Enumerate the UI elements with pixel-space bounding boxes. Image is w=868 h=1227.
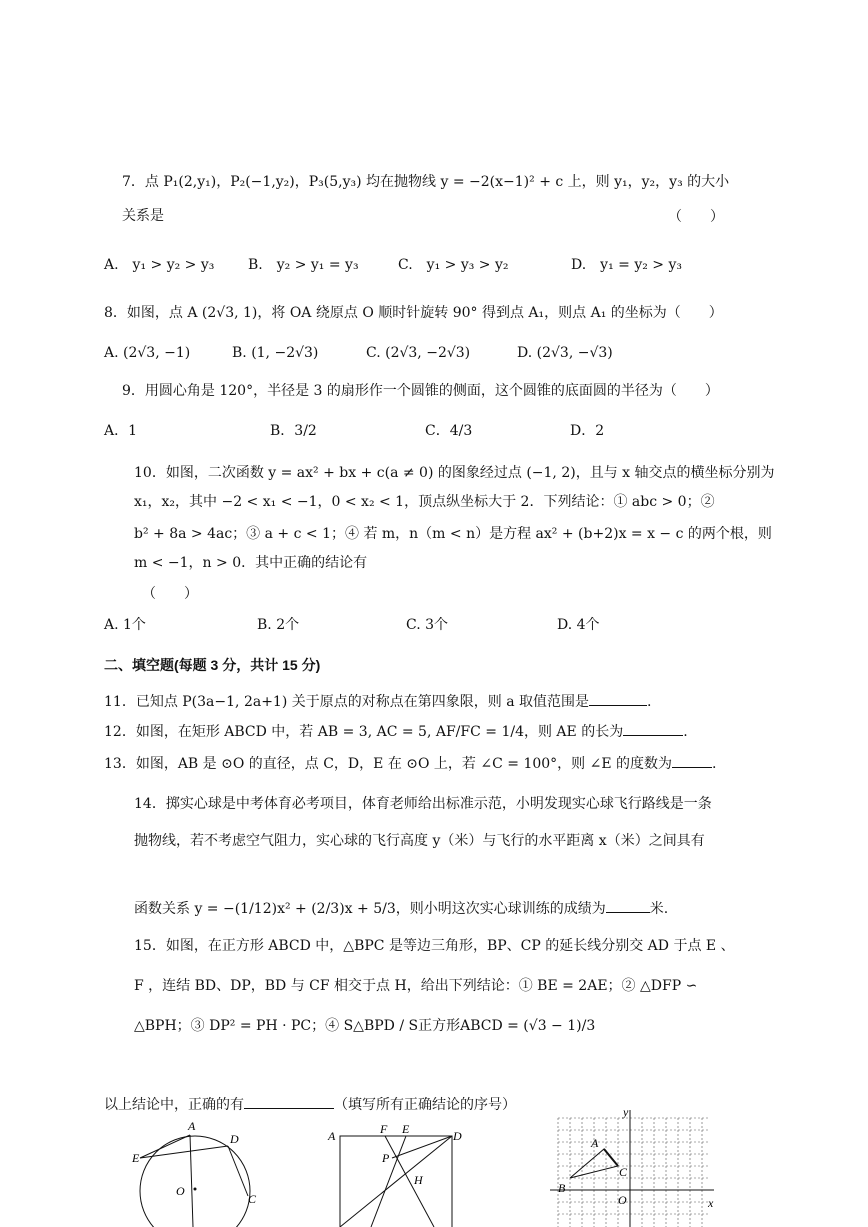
center-point (194, 1188, 197, 1191)
q7-option-c[interactable]: C. y₁ > y₃ > y₂ (398, 257, 509, 273)
q7-option-a[interactable]: A. y₁ > y₂ > y₃ (104, 257, 215, 273)
q10-option-c[interactable]: C. 3个 (406, 617, 449, 633)
circle-o (140, 1136, 250, 1227)
q8-option-a[interactable]: A. (2√3, −1) (104, 345, 191, 361)
q15-hint: （填写所有正确结论的序号） (334, 1097, 516, 1113)
q14-unit: 米. (649, 901, 669, 917)
line-pd (392, 1136, 452, 1158)
q15-line2: F ，连结 BD、DP，BD 与 CF 相交于点 H，给出下列结论：① BE = 2AE；② △DFP ∽ (134, 978, 698, 994)
label-b: B (558, 1181, 566, 1195)
q11-line: 11．已知点 P(3a−1, 2a+1) 关于原点的对称点在第四象限，则 a 取值范围是 . (104, 691, 651, 712)
q10-answer-paren: （ ） (142, 586, 198, 602)
q13-line: 13．如图，AB 是 ⊙O 的直径，点 C，D，E 在 ⊙O 上，若 ∠C = 100°，则 ∠E 的度数为 . (104, 753, 716, 774)
label-h: H (414, 1173, 423, 1187)
label-p: P (382, 1151, 390, 1165)
label-c: C (619, 1165, 628, 1179)
q15-line3: △BPH；③ DP² = PH · PC；④ S△BPD / S正方形ABCD = (√3 − 1)/3 (134, 1018, 596, 1034)
q11-text: 11．已知点 P(3a−1, 2a+1) 关于原点的对称点在第四象限，则 a 取值范围是 (104, 694, 589, 710)
q10-line2: x₁，x₂，其中 −2 < x₁ < −1，0 < x₂ < 1，顶点纵坐标大于 2．下列结论：① abc > 0；② (134, 494, 715, 510)
line-fc (385, 1136, 434, 1227)
label-y: y (623, 1105, 629, 1119)
q14-answer-blank[interactable] (606, 898, 650, 913)
q13-answer-blank[interactable] (672, 753, 712, 768)
q10-option-b[interactable]: B. 2个 (257, 617, 300, 633)
q10-option-a[interactable]: A. 1个 (104, 617, 146, 633)
q7-answer-paren: （ ） (668, 209, 724, 225)
label-a: A (328, 1129, 336, 1143)
q10-line4: m < −1，n > 0．其中正确的结论有 (134, 555, 368, 571)
q15-text: 以上结论中，正确的有 (104, 1097, 244, 1113)
q11-answer-blank[interactable] (589, 691, 647, 706)
q8-option-d[interactable]: D. (2√3, −√3) (517, 345, 613, 361)
q14-line1: 14．掷实心球是中考体育必考项目，体育老师给出标准示范，小明发现实心球飞行路线是一条 (134, 796, 712, 812)
q7-line2: 关系是 (122, 208, 164, 224)
q9-line1: 9．用圆心角是 120°，半径是 3 的扇形作一个圆锥的侧面，这个圆锥的底面圆的半径为（ ） (122, 383, 719, 399)
q9-option-a[interactable]: A．1 (104, 423, 138, 439)
grid-figure (548, 1104, 718, 1227)
label-a: A (188, 1119, 196, 1133)
q9-option-c[interactable]: C．4/3 (425, 423, 473, 439)
q14-text: 函数关系 y = −(1/12)x² + (2/3)x + 5/3，则小明这次实心球训练的成绩为 (134, 901, 606, 917)
q14-line3 (134, 898, 668, 919)
q10-line3: b² + 8a > 4ac；③ a + c < 1；④ 若 m，n（m < n）是方程 ax² + (b+2)x = x − c 的两个根，则 (134, 526, 772, 542)
circle-figure (130, 1118, 280, 1227)
q12-line: 12．如图，在矩形 ABCD 中，若 AB = 3, AC = 5, AF/FC = 1/4，则 AE 的长为 . (104, 721, 688, 742)
label-x: x (708, 1196, 714, 1210)
label-e: E (402, 1122, 410, 1136)
q8-line1: 8．如图，点 A (2√3, 1)，将 OA 绕原点 O 顺时针旋转 90° 得到点 A₁，则点 A₁ 的坐标为（ ） (104, 305, 723, 321)
label-e: E (132, 1151, 140, 1165)
q7-option-b[interactable]: B. y₂ > y₁ = y₃ (248, 257, 359, 273)
label-a: A (591, 1136, 599, 1150)
q15-answer-blank[interactable] (244, 1094, 334, 1109)
line-eb (371, 1136, 406, 1227)
q13-text: 13．如图，AB 是 ⊙O 的直径，点 C，D，E 在 ⊙O 上，若 ∠C = 100°，则 ∠E 的度数为 (104, 756, 673, 772)
q14-line2: 抛物线，若不考虑空气阻力，实心球的飞行高度 y（米）与飞行的水平距离 x（米）之间具有 (134, 833, 705, 849)
square-figure (326, 1120, 466, 1227)
q15-line4 (104, 1094, 516, 1115)
label-o: O (176, 1184, 185, 1198)
q7-option-d[interactable]: D. y₁ = y₂ > y₃ (571, 257, 683, 273)
q8-option-b[interactable]: B. (1, −2√3) (232, 345, 319, 361)
q10-line1: 10．如图，二次函数 y = ax² + bx + c(a ≠ 0) 的图象经过点 (−1, 2)，且与 x 轴交点的横坐标分别为 (134, 465, 775, 481)
label-d: D (453, 1129, 462, 1143)
q7-line1: 7．点 P₁(2,y₁)，P₂(−1,y₂)，P₃(5,y₃) 均在抛物线 y = −2(x−1)² + c 上，则 y₁，y₂，y₃ 的大小 (122, 174, 730, 190)
chord-dc (228, 1146, 248, 1196)
q12-answer-blank[interactable] (623, 721, 683, 736)
label-d: D (230, 1132, 239, 1146)
label-f: F (380, 1122, 388, 1136)
q15-line1: 15．如图，在正方形 ABCD 中，△BPC 是等边三角形，BP、CP 的延长线分别交 AD 于点 E 、 (134, 938, 735, 954)
q12-text: 12．如图，在矩形 ABCD 中，若 AB = 3, AC = 5, AF/FC = 1/4，则 AE 的长为 (104, 724, 624, 740)
q10-option-d[interactable]: D. 4个 (557, 617, 600, 633)
q9-option-d[interactable]: D．2 (570, 423, 605, 439)
diameter-ab (190, 1135, 193, 1227)
q8-option-c[interactable]: C. (2√3, −2√3) (366, 345, 471, 361)
diagonal-bd (340, 1136, 452, 1227)
label-o: O (618, 1193, 627, 1207)
q9-option-b[interactable]: B．3/2 (270, 423, 317, 439)
section-heading: 二、填空题(每题 3 分，共计 15 分) (104, 657, 321, 673)
label-c: C (248, 1192, 257, 1206)
